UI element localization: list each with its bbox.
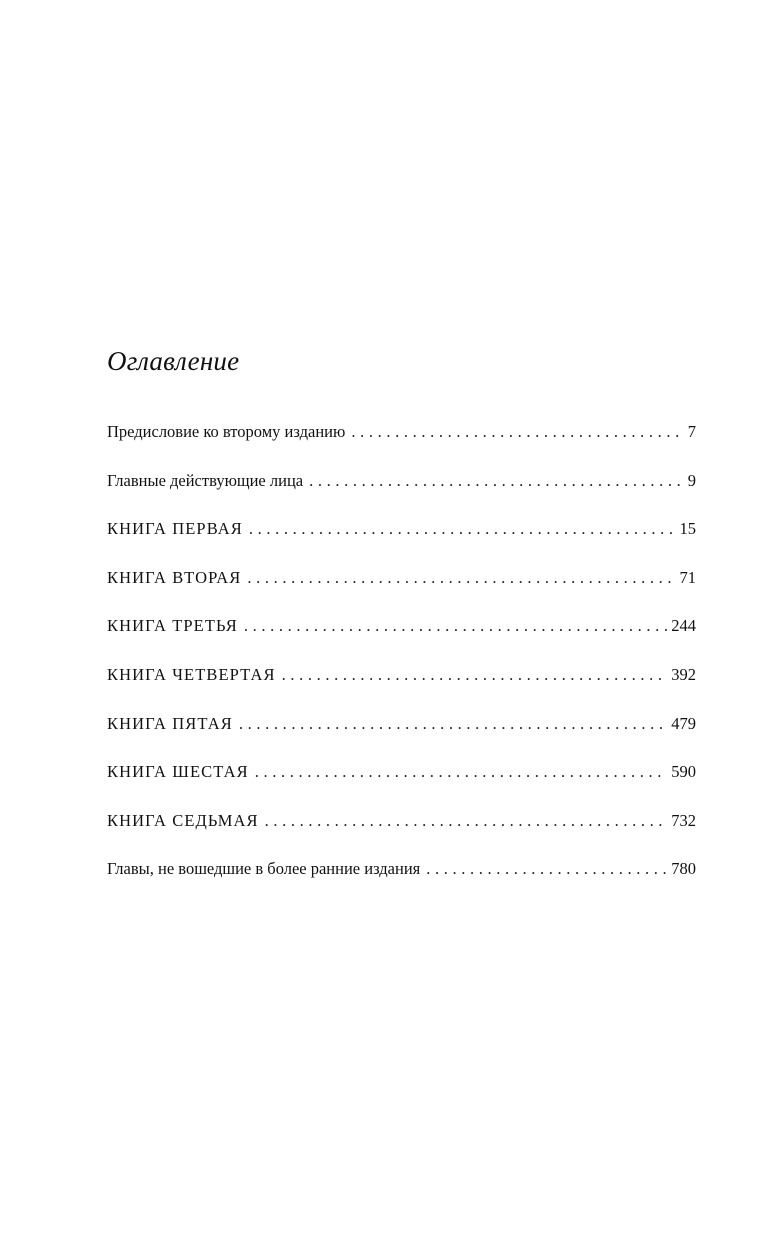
toc-entry-label: Главные действующие лица	[107, 470, 304, 490]
toc-entry-label: КНИГА ЧЕТВЕРТАЯ	[107, 664, 276, 684]
toc-entry	[107, 514, 696, 563]
toc-entry	[107, 806, 696, 855]
dot-leader	[247, 563, 675, 593]
dot-leader	[309, 466, 684, 496]
toc-entry-page-number: 7	[687, 422, 696, 441]
toc-entry	[107, 854, 696, 903]
toc-entry	[107, 757, 696, 806]
toc-entry-label: КНИГА ПЕРВАЯ	[107, 519, 243, 539]
toc-entry-page-number: 15	[679, 519, 696, 539]
toc-entry	[107, 611, 696, 660]
dot-leader	[239, 709, 667, 739]
dot-leader	[244, 611, 667, 641]
toc-entry	[107, 660, 696, 709]
toc-entry-page-number: 732	[671, 810, 696, 830]
toc-entry-label: Предисловие ко второму изданию	[107, 422, 346, 441]
toc-list	[107, 417, 696, 903]
toc-entry	[107, 417, 696, 466]
toc-entry-page-number: 392	[671, 664, 696, 684]
toc-entry-label: КНИГА ТРЕТЬЯ	[107, 616, 238, 636]
toc-entry-label: КНИГА ШЕСТАЯ	[107, 762, 249, 782]
toc-entry	[107, 563, 696, 612]
dot-leader	[265, 806, 668, 836]
toc-entry-page-number: 244	[671, 616, 696, 636]
toc-entry-label: Главы, не вошедшие в более ранние издания	[107, 859, 421, 879]
toc-entry-page-number: 479	[671, 713, 696, 733]
dot-leader	[426, 854, 667, 884]
toc-entry-page-number: 9	[687, 470, 696, 490]
dot-leader	[255, 757, 668, 787]
toc-title: Оглавление	[107, 346, 240, 376]
toc-entry-label: КНИГА ВТОРАЯ	[107, 567, 242, 587]
toc-entry-label: КНИГА ПЯТАЯ	[107, 713, 233, 733]
toc-entry-page-number: 71	[679, 567, 696, 587]
dot-leader	[282, 660, 668, 690]
toc-entry-page-number: 780	[671, 859, 696, 879]
toc-entry	[107, 466, 696, 515]
dot-leader	[249, 514, 676, 544]
dot-leader	[351, 417, 683, 447]
toc-entry-label: КНИГА СЕДЬМАЯ	[107, 810, 259, 830]
toc-entry	[107, 709, 696, 758]
toc-entry-page-number: 590	[671, 762, 696, 782]
